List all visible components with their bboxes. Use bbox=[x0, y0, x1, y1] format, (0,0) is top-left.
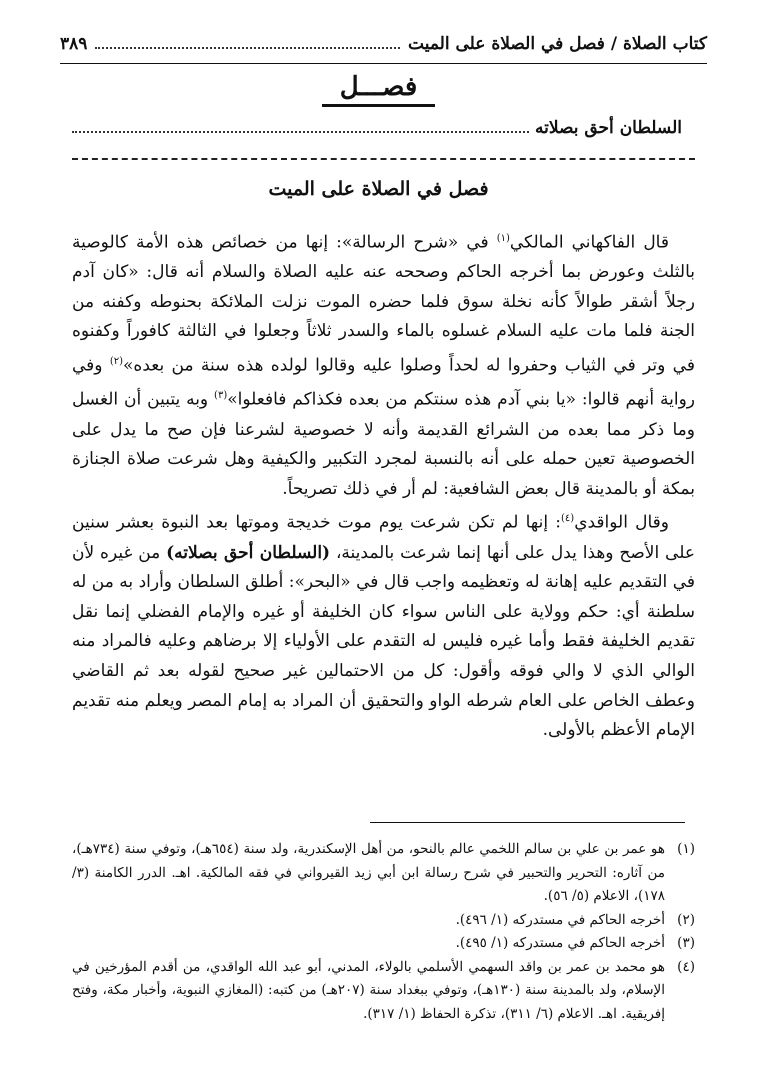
footnote-number: (٤) bbox=[677, 958, 695, 975]
header-dot-leader bbox=[95, 35, 400, 49]
text-run: وفي رواية أنهم قالوا: «يا بني آدم هذه سنتكم من بعده فكذاكم فافعلوا» bbox=[72, 355, 695, 410]
chapter-heading bbox=[0, 72, 757, 102]
paragraph-2 bbox=[72, 504, 695, 745]
running-header bbox=[60, 34, 707, 54]
matn-quote: (السلطان أحق بصلاته) bbox=[166, 542, 331, 563]
footnote-marker-2: (٢) bbox=[109, 356, 124, 368]
footnote-number: (٢) bbox=[677, 911, 695, 928]
matn-separator bbox=[72, 158, 695, 160]
footnote-text: أخرجه الحاكم في مستدركه (١/ ٤٩٦). bbox=[455, 911, 665, 928]
footnote bbox=[72, 838, 695, 909]
text-run: : إنها لم تكن شرعت يوم موت خديجة وموتها بعد النبوة بعشر سنين على الأصح وهذا يدل على أنها إنما شرعت بالمدينة، bbox=[72, 512, 695, 563]
page-number: ٣٨٩ bbox=[60, 34, 88, 54]
footnote-number: (١) bbox=[677, 841, 695, 857]
footnote bbox=[72, 909, 695, 933]
text-run: من غيره لأن في التقديم عليه إهانة له وتعظيمه واجب قال في «البحر»: أطلق السلطان وأراد به من له سلطنة أي: حكم وولاية على الناس سواء كان الخليفة أو غيره والإمام الفضلي إنما نقل تقديم الخليفة فقط وأما غيره فليس له التقدم على الأولياء إلا برضاهم وعليه فالمراد منه الوالي الذي لا والي فوقه وأقول: كل من الاحتمالين غير صحيح لقوله بعد ثم القاضي وعطف الخاص على العام شرطه الواو والتحقيق أن المراد به إمام المصر ويعلم منه تقديم الإمام الأعظم بالأولى. bbox=[72, 542, 695, 741]
commentary-text bbox=[72, 224, 695, 746]
footnote-text: أخرجه الحاكم في مستدركه (١/ ٤٩٥). bbox=[455, 935, 665, 951]
text-run: وقال الواقدي bbox=[574, 512, 669, 533]
header-rule bbox=[60, 63, 707, 64]
matn-dot-leader bbox=[72, 119, 529, 133]
footnote-marker-4: (٤) bbox=[561, 513, 575, 525]
matn-line bbox=[72, 118, 682, 138]
footnote-marker-3: (٣) bbox=[214, 390, 228, 402]
paragraph-1 bbox=[72, 224, 695, 504]
matn-text: السلطان أحق بصلاته bbox=[534, 118, 682, 138]
footnote-number: (٣) bbox=[677, 935, 695, 951]
footnote-text: هو عمر بن علي بن سالم اللخمي عالم بالنحو، من أهل الإسكندرية، ولد سنة (٦٥٤هـ)، وتوفي سنة (٧٣٤هـ)، من آثاره: التحرير والتحبير في شرح رسالة ابن أبي زيد القيرواني في فقه المالكية. اهـ. الدرر الكامنة (٣/ ١٧٨)، الاعلام (٥/ ٥٦). bbox=[72, 841, 666, 904]
footnote-text: هو محمد بن عمر بن واقد السهمي الأسلمي بالولاء، المدني، أبو عبد الله الواقدي، من أقدم المؤرخين في الإسلام، ولد بالمدينة سنة (١٣٠هـ)، وتوفي ببغداد سنة (٢٠٧هـ) من كتبه: (المغازي النبوية، وأخبار مكة، وفتح إفريقية. اهـ. الاعلام (٦/ ٣١١)، تذكرة الحفاظ (١/ ٣١٧). bbox=[72, 958, 666, 1022]
footnote bbox=[72, 956, 695, 1027]
chapter-heading-text: فصـــل bbox=[322, 72, 436, 107]
text-run: وبه يتبين أن الغسل وما ذكر مما بعده من الشرائع القديمة وأنه لا خصوصية لشرعنا فإن صح ما يدل على الخصوصية تعين حمله على أنه بالنسبة لمجرد التكبير والكيفية وهل شرعت صلاة الجنازة بمكة أو بالمدينة قال بعض الشافعية: لم أر في ذلك تصريحاً. bbox=[72, 389, 695, 499]
footnote-marker-1: (١) bbox=[496, 233, 510, 244]
text-run: قال الفاكهاني المالكي bbox=[509, 232, 669, 253]
footnote bbox=[72, 932, 695, 956]
footnote-rule bbox=[370, 822, 685, 823]
text-run: في «شرح الرسالة»: إنها من خصائص هذه الأمة كالوصية بالثلث وعورض بما أخرجه الحاكم وصححه عنه عليه الصلاة والسلام أنه قال: «كان آدم رجلاً أشقر طوالاً كأنه نخلة سوق فلما حضره الموت نزلت الملائكة بحنوطه وكفنه من الجنة فلما مات عليه السلام غسلوه بالماء والسدر ثلاثاً وجعلوا في الثالثة كافوراً وكفنوه في وتر في الثياب وحفروا له لحداً وصلوا عليه وقالوا لولده هذه سنة من بعده» bbox=[72, 232, 695, 376]
section-title: فصل في الصلاة على الميت bbox=[268, 178, 489, 200]
footnotes bbox=[72, 838, 695, 1026]
running-header-title: كتاب الصلاة / فصل في الصلاة على الميت bbox=[408, 34, 707, 54]
